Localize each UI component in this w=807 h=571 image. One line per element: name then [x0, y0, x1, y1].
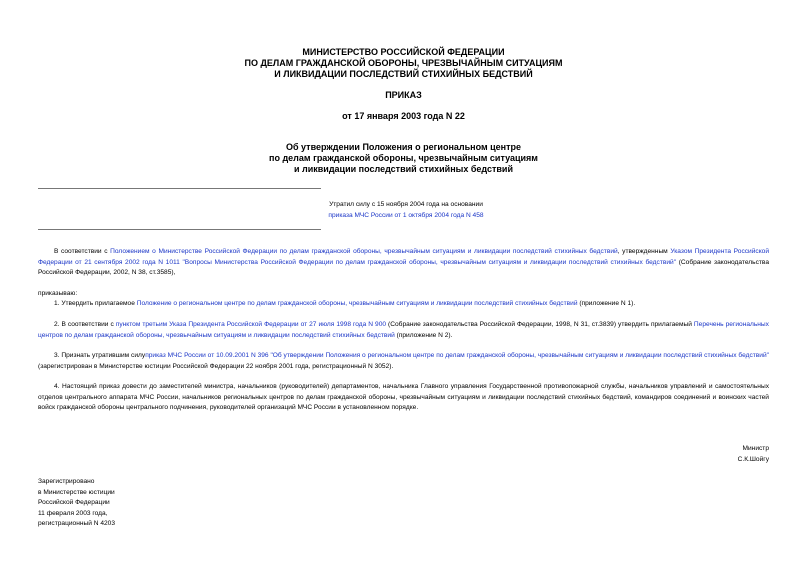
preamble-paragraph — [38, 247, 769, 279]
registration-line: 11 февраля 2003 года, — [38, 509, 108, 517]
order-title: ПРИКАЗ — [385, 90, 422, 100]
order-item-1 — [38, 299, 769, 310]
order-subject-line: Об утверждении Положения о региональном центре — [285, 142, 522, 152]
registration-line: Российской Федерации — [38, 499, 110, 506]
preamble-text: , утвержденным — [617, 248, 671, 255]
order-item-4 — [38, 382, 769, 414]
order-subject — [0, 142, 807, 175]
signature-block — [738, 444, 769, 465]
preamble-text: В соответствии с — [54, 248, 111, 255]
ministry-header-line: МИНИСТЕРСТВО РОССИЙСКОЙ ФЕДЕРАЦИИ — [302, 47, 505, 57]
signature-role: Министр — [742, 445, 769, 452]
ministry-regulation-link[interactable]: Положением о Министерстве Российской Федерации по делам гражданской обороны, чрезвычайным ситуациям и ликвидации последствий стихийных бедствий — [110, 248, 618, 255]
divider — [38, 229, 321, 230]
order-subject-line: и ликвидации последствий стихийных бедствий — [293, 164, 513, 174]
order-396-link[interactable]: приказ МЧС России от 10.09.2001 N 396 "Об утверждении Положения о региональном центре по делам гражданской обороны, чрезвычайным ситуациям и ликвидации последствий стихийных бедствий" — [145, 352, 769, 359]
divider — [38, 188, 321, 189]
item-text: 2. В соответствии с — [54, 321, 116, 328]
registration-line: в Министерстве юстиции — [38, 488, 115, 496]
status-text: Утратил силу с 15 ноября 2004 года на основании — [329, 201, 483, 208]
order-subject-line: по делам гражданской обороны, чрезвычайным ситуациям — [269, 153, 538, 163]
ministry-header — [0, 47, 807, 80]
order-item-3 — [38, 351, 769, 372]
presidential-decree-link[interactable]: Указом Президента Российской Федерации от 21 сентября 2002 года N 1011 "Вопросы Министерства Российской Федерации по делам гражданской обороны, чрезвычайным ситуациям и ликвидации последствий стихийных бедствий" — [38, 248, 770, 266]
order-item-2 — [38, 320, 769, 341]
item-text: 4. Настоящий приказ довести до заместителей министра, начальников (руководителей) департаментов, начальника Главного управления Государственной противопожарной службы, начальников управлений и самостоятельных отделов центрального аппарата МЧС России, начальников региональных центров по делам гражданской обороны, чрезвычайным ситуациям и ликвидации последствий стихийных бедствий, командиров соединений и воинских частей войск гражданской обороны центрального подчинения, руководителей организаций МЧС России в установленном порядке. — [38, 383, 769, 411]
item-text: (зарегистрирован в Министерстве юстиции Российской Федерации 22 ноября 2001 года, регистрационный N 3052). — [38, 362, 394, 370]
item-text: (приложение N 1). — [577, 300, 636, 307]
item-text: (приложение N 2). — [394, 331, 453, 339]
signature-name: С.К.Шойгу — [737, 455, 769, 463]
status-link[interactable]: приказа МЧС России от 1 октября 2004 года N 458 — [328, 211, 484, 219]
item-text: (Собрание законодательства Российской Федерации, 1998, N 31, ст.3839) утвердить прилагаемый — [386, 321, 694, 328]
regional-center-regulation-link[interactable]: Положение о региональном центре по делам гражданской обороны, чрезвычайным ситуациям и ликвидации последствий стихийных бедствий — [136, 300, 578, 307]
status-note — [316, 200, 496, 221]
ministry-header-line: И ЛИКВИДАЦИИ ПОСЛЕДСТВИЙ СТИХИЙНЫХ БЕДСТВИЙ — [274, 69, 533, 79]
regional-centers-list-link[interactable]: Перечень региональных центров по делам гражданской обороны, чрезвычайным ситуациям и ликвидации последствий стихийных бедствий — [38, 321, 769, 339]
registration-block — [38, 477, 115, 530]
item-text: 3. Признать утратившим силу — [54, 352, 146, 359]
ministry-header-line: ПО ДЕЛАМ ГРАЖДАНСКОЙ ОБОРОНЫ, ЧРЕЗВЫЧАЙНЫМ СИТУАЦИЯМ — [244, 58, 563, 68]
decree-900-link[interactable]: пунктом третьим Указа Президента Российской Федерации от 27 июля 1998 года N 900 — [115, 321, 387, 328]
preamble-text: (Собрание законодательства Российской Федерации, 2002, N 38, ст.3585), — [38, 258, 769, 276]
orders-word: приказываю: — [38, 290, 78, 297]
order-date-number: от 17 января 2003 года N 22 — [342, 111, 465, 121]
registration-line: регистрационный N 4203 — [38, 520, 116, 527]
item-text: 1. Утвердить прилагаемое — [54, 300, 137, 307]
registration-line: Зарегистрировано — [38, 478, 95, 485]
